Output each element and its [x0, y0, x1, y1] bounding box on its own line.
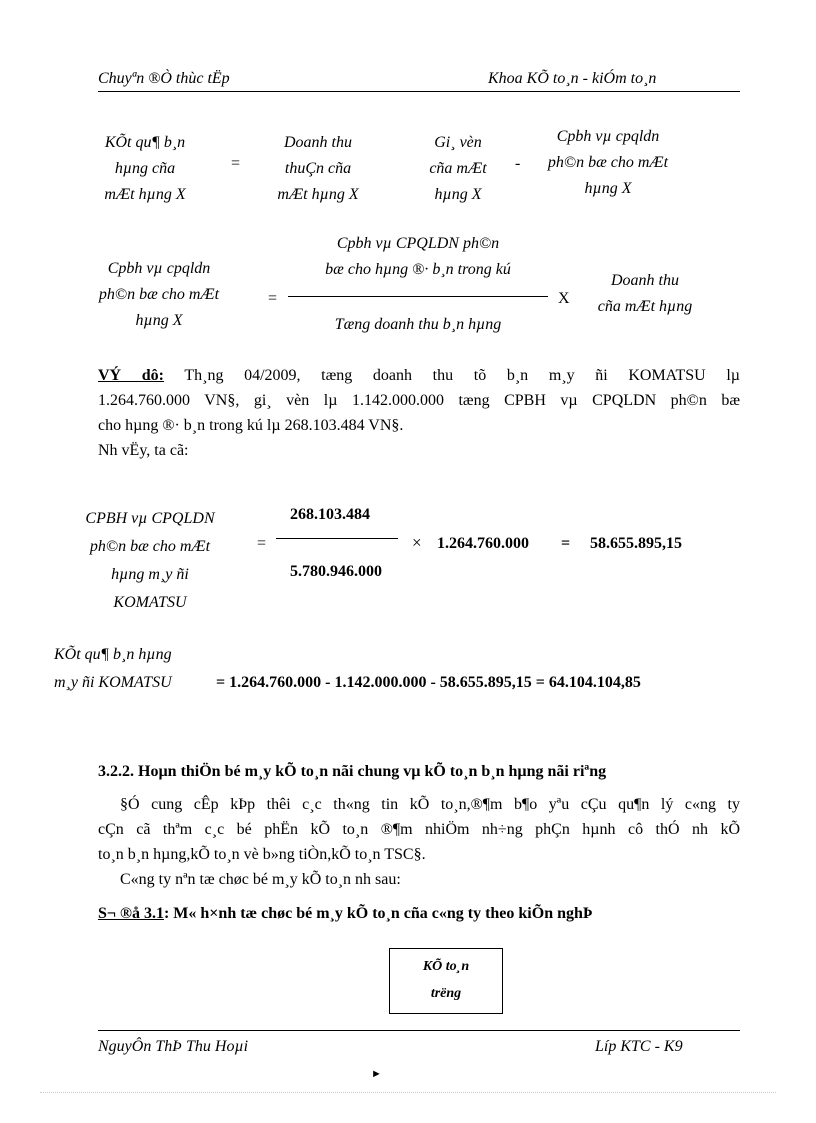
example-line: 1.264.760.000 VN§, gi¸ vèn lµ 1.142.000.000 tæng CPBH vµ CPQLDN ph©n bæ	[98, 392, 740, 409]
formula1-term-line: hµng X	[584, 180, 632, 197]
section-line: cÇn cã thªm c¸c bé phËn kÕ to¸n ®¶m nhiÖm nh÷ng phÇn hµnh cô thÓ nh kÕ	[98, 821, 740, 838]
formula3-lhs-line: ph©n bæ cho mÆt	[89, 538, 211, 555]
formula2-rhs-line: Doanh thu	[611, 272, 679, 289]
formula1-term-line: Cpbh vµ cpqldn	[556, 128, 660, 145]
formula3-fraction-bar	[276, 538, 398, 539]
formula1-term-line: cña mÆt	[429, 160, 487, 177]
formula2-numerator	[290, 231, 546, 283]
formula2-rhs	[580, 268, 710, 320]
formula3-denominator: 5.780.946.000	[290, 563, 382, 580]
example-paragraph	[98, 363, 740, 463]
formula2-fraction-bar	[288, 296, 548, 297]
formula2-rhs-line: cña mÆt hµng	[597, 298, 693, 315]
example-label: VÝ dô:	[98, 367, 164, 384]
example-text: Th¸ng 04/2009, tæng doanh thu tõ b¸n m¸y ñi KOMATSU lµ	[184, 367, 740, 384]
formula3-equals: =	[257, 535, 267, 552]
formula1-term-revenue	[258, 130, 378, 208]
page-bottom-dotted-rule	[40, 1092, 776, 1093]
page-marker-icon: ►	[371, 1068, 382, 1080]
formula2-numerator-line: Cpbh vµ CPQLDN ph©n	[336, 235, 500, 252]
footer-right: Líp KTC - K9	[595, 1038, 683, 1055]
formula2-times: X	[558, 290, 570, 307]
box-line: KÕ to¸n	[422, 959, 470, 974]
formula1-term-line: Gi¸ vèn	[434, 134, 482, 151]
formula4-expression: = 1.264.760.000 - 1.142.000.000 - 58.655.895,15 = 64.104.104,85	[216, 674, 641, 691]
header-left: Chuyªn ®Ò thùc tËp	[98, 70, 230, 87]
formula1-term-line: hµng X	[434, 186, 482, 203]
formula1-term-cost	[408, 130, 508, 208]
formula2-lhs-line: hµng X	[135, 312, 183, 329]
formula4-lhs-line: m¸y ñi KOMATSU	[54, 674, 172, 691]
formula1-lhs-line: KÕt qu¶ b¸n	[104, 134, 186, 151]
example-line	[98, 363, 740, 388]
section-line: to¸n b¸n hµng,kÕ to¸n vè b»ng tiÒn,kÕ to¸n TSC§.	[98, 846, 426, 863]
formula2-equals: =	[268, 290, 278, 307]
formula1-term-line: ph©n bæ cho mÆt	[547, 154, 669, 171]
formula3-times: ×	[412, 533, 422, 552]
formula1-equals: =	[231, 155, 241, 172]
example-line: cho hµng ®· b¸n trong kú lµ 268.103.484 VN§.	[98, 417, 404, 434]
section-paragraph	[98, 792, 740, 892]
formula3-result: 58.655.895,15	[590, 535, 682, 552]
formula1-lhs-line: mÆt hµng X	[104, 186, 186, 203]
box-line: trëng	[430, 986, 462, 1001]
formula1-term-expense	[528, 124, 688, 202]
formula1-term-line: mÆt hµng X	[277, 186, 359, 203]
section-line: §Ó cung cÊp kÞp thêi c¸c th«ng tin kÕ to¸n,®¶m b¶o yªu cÇu qu¶n lý c«ng ty	[120, 796, 740, 813]
formula3-lhs-line: KOMATSU	[113, 594, 187, 611]
formula3-lhs	[62, 505, 238, 617]
formula4-lhs-line: KÕt qu¶ b¸n hµng	[54, 646, 172, 663]
diagram-caption	[98, 905, 593, 923]
formula2-lhs-line: Cpbh vµ cpqldn	[107, 260, 211, 277]
chief-accountant-box	[389, 948, 503, 1014]
formula1-lhs-line: hµng cña	[114, 160, 176, 177]
formula2-lhs	[84, 256, 234, 334]
formula3-lhs-line: hµng m¸y ñi	[111, 566, 189, 583]
formula2-numerator-line: bæ cho hµng ®· b¸n trong kú	[325, 261, 511, 278]
diagram-title: : M« h×nh tæ chøc bé m¸y kÕ to¸n cña c«ng ty theo kiÕn nghÞ	[163, 905, 593, 922]
header-right: Khoa KÕ to¸n - kiÓm to¸n	[488, 70, 657, 87]
formula2-denominator: Tæng doanh thu b¸n hµng	[334, 316, 502, 333]
footer-left: NguyÔn ThÞ Thu Hoµi	[98, 1038, 249, 1055]
formula1-term-line: Doanh thu	[284, 134, 352, 151]
formula2-lhs-line: ph©n bæ cho mÆt	[98, 286, 220, 303]
formula3-numerator: 268.103.484	[290, 506, 370, 523]
section-heading: 3.2.2. Hoµn thiÖn bé m¸y kÕ to¸n nãi chung vµ kÕ to¸n b¸n hµng nãi riªng	[98, 763, 607, 780]
diagram-label: S¬ ®å 3.1	[98, 905, 164, 922]
formula1-minus: -	[515, 155, 521, 172]
example-line: Nh vËy, ta cã:	[98, 442, 189, 459]
formula1-term-line: thuÇn cña	[284, 160, 352, 177]
section-line: C«ng ty nªn tæ chøc bé m¸y kÕ to¸n nh sau:	[120, 871, 401, 888]
formula3-lhs-line: CPBH vµ CPQLDN	[85, 510, 215, 527]
footer-rule	[98, 1030, 740, 1031]
formula3-equals-2: =	[561, 535, 571, 552]
header-rule	[98, 91, 740, 92]
formula3-factor: 1.264.760.000	[437, 535, 529, 552]
formula1-lhs	[80, 130, 210, 208]
